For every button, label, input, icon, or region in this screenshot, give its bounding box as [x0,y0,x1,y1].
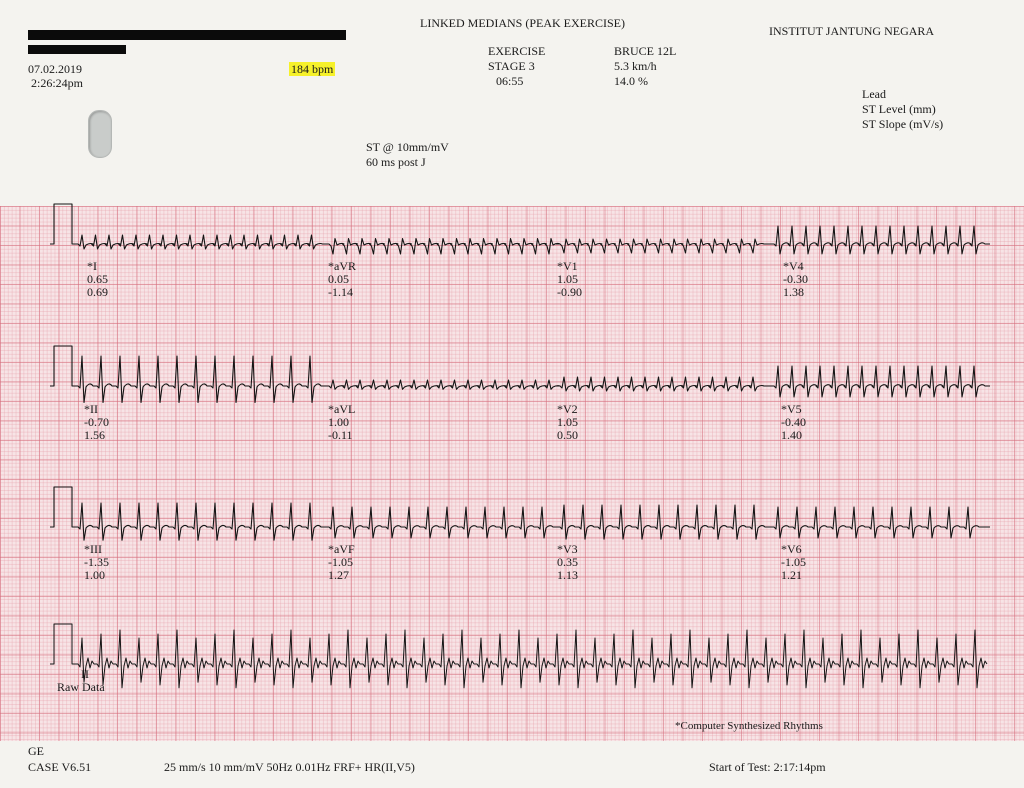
software-version: CASE V6.51 [28,760,92,774]
st-level: -0.70 [84,415,109,429]
test-date: 07.02.2019 [28,62,82,76]
lead-label-v6 [781,543,806,582]
lead-name: *V5 [781,402,802,416]
lead-name: *V4 [783,259,804,273]
lead-label-v1 [557,260,582,299]
trace-lead-v6 [770,507,990,538]
lead-label-avl [328,403,355,442]
st-level: 1.00 [328,415,349,429]
start-of-test: Start of Test: 2:17:14pm [709,760,826,774]
st-level: 1.05 [557,272,578,286]
st-slope: 1.21 [781,568,802,582]
computer-synthesized-note: *Computer Synthesized Rhythms [675,720,823,732]
lead-name: *V1 [557,259,578,273]
trace-lead-v2 [556,377,770,391]
lead-name: *aVL [328,402,356,416]
st-level: 0.05 [328,272,349,286]
st-level: -1.05 [328,555,353,569]
rhythm-raw-data: Raw Data [57,680,105,694]
legend-lead: Lead [862,87,886,101]
st-slope: 0.50 [557,428,578,442]
st-slope: 1.27 [328,568,349,582]
report-title: LINKED MEDIANS (PEAK EXERCISE) [420,16,625,30]
st-scale: ST @ 10mm/mV [366,140,449,154]
legend-st-level: ST Level (mm) [862,102,936,116]
trace-lead-avl [325,380,560,389]
st-slope: -0.90 [557,285,582,299]
lead-label-v4 [783,260,808,299]
st-slope: 1.56 [84,428,105,442]
trace-lead-avf [325,507,556,538]
st-level: -0.40 [781,415,806,429]
st-slope: 1.13 [557,568,578,582]
heart-rate-value: 184 bpm [291,62,334,76]
calibration-pulse-3 [50,487,76,527]
vendor-label: GE [28,744,44,758]
stage-time: 06:55 [496,74,524,88]
institution-name: INSTITUT JANTUNG NEGARA [769,24,935,38]
lead-name: *aVF [328,542,355,556]
st-level: 1.05 [557,415,578,429]
st-level: -1.05 [781,555,806,569]
lead-name: *III [84,542,102,556]
st-slope: 1.00 [84,568,105,582]
exercise-phase: EXERCISE [488,44,546,58]
lead-name: *V3 [557,542,578,556]
st-slope: -1.14 [328,285,353,299]
lead-name: *aVR [328,259,356,273]
st-slope: -0.11 [328,428,353,442]
exercise-stage: STAGE 3 [488,59,535,73]
treadmill-speed: 5.3 km/h [614,59,657,73]
st-slope: 1.40 [781,428,802,442]
acquisition-settings: 25 mm/s 10 mm/mV 50Hz 0.01Hz FRF+ HR(II,V5) [164,760,415,774]
trace-lead-avr [325,239,560,255]
lead-label-i [87,260,108,299]
treadmill-grade: 14.0 % [614,74,648,88]
st-level: -1.35 [84,555,109,569]
lead-label-v5 [781,403,806,442]
st-measure-point: 60 ms post J [366,155,426,169]
trace-rhythm-ii [50,624,987,688]
lead-name: *V6 [781,542,802,556]
trace-lead-ii [74,356,325,403]
rhythm-strip-label [57,668,105,694]
lead-label-v3 [557,543,578,582]
trace-lead-iii [74,503,325,540]
lead-label-iii [84,543,109,582]
st-level: 0.35 [557,555,578,569]
trace-lead-v3 [556,505,770,539]
lead-name: *V2 [557,402,578,416]
trace-lead-v5 [770,366,990,397]
trace-lead-v1 [556,239,770,253]
calibration-pulse-2 [50,346,76,386]
lead-label-v2 [557,403,578,442]
protocol: BRUCE 12L [614,44,677,58]
lead-label-avf [328,543,355,582]
calibration-pulse-1 [50,204,76,244]
st-slope: 1.38 [783,285,804,299]
st-level: 0.65 [87,272,108,286]
lead-label-avr [328,260,356,299]
lead-name: *I [87,259,97,273]
st-level: -0.30 [783,272,808,286]
test-time: 2:26:24pm [31,76,84,90]
rhythm-lead-name: II [81,667,89,681]
legend-st-slope: ST Slope (mV/s) [862,117,944,131]
trace-lead-v4 [770,226,990,254]
trace-lead-i [74,235,325,249]
lead-label-ii [84,403,109,442]
st-slope: 0.69 [87,285,108,299]
lead-name: *II [84,402,98,416]
